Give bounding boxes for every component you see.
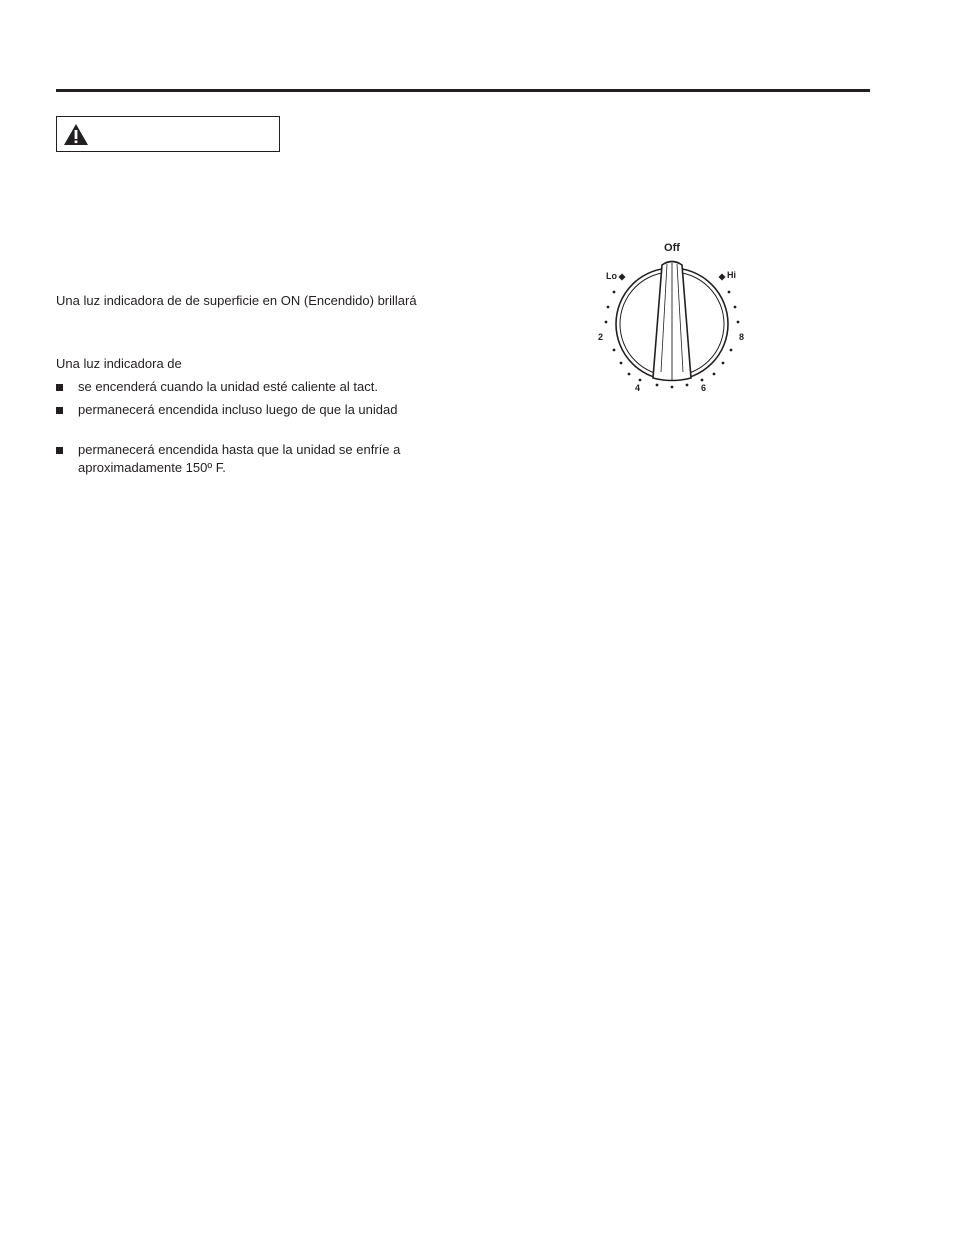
dial-label-off: Off <box>664 242 680 254</box>
warning-box <box>56 116 280 152</box>
bullet-square-icon <box>56 407 63 414</box>
bullet-text: aproximadamente 150º F. <box>78 460 226 475</box>
dial-label-2: 2 <box>598 332 604 342</box>
bullet-square-icon <box>56 447 63 454</box>
indicator-on-line: Una luz indicadora de de superficie en ON (Encendido) brillará <box>56 293 417 308</box>
hi-diamond-icon <box>718 273 725 280</box>
lo-diamond-icon <box>618 273 625 280</box>
dial-label-4: 4 <box>635 383 641 393</box>
dial-label-8: 8 <box>739 332 745 342</box>
bullet-text: permanecerá encendida hasta que la unidad se enfríe a <box>78 442 401 457</box>
dial-label-lo: Lo <box>606 271 617 281</box>
bullet-text: permanecerá encendida incluso luego de que la unidad <box>78 402 398 417</box>
bullet-text: se encenderá cuando la unidad esté caliente al tact. <box>78 379 378 394</box>
top-rule <box>56 89 870 92</box>
indicator-intro: Una luz indicadora de <box>56 356 182 371</box>
knob-pointer <box>653 262 691 381</box>
control-knob-diagram <box>590 232 760 402</box>
dial-label-hi: Hi <box>727 270 736 280</box>
dial-label-6: 6 <box>701 383 707 393</box>
warning-triangle-icon <box>63 123 89 146</box>
bullet-square-icon <box>56 384 63 391</box>
